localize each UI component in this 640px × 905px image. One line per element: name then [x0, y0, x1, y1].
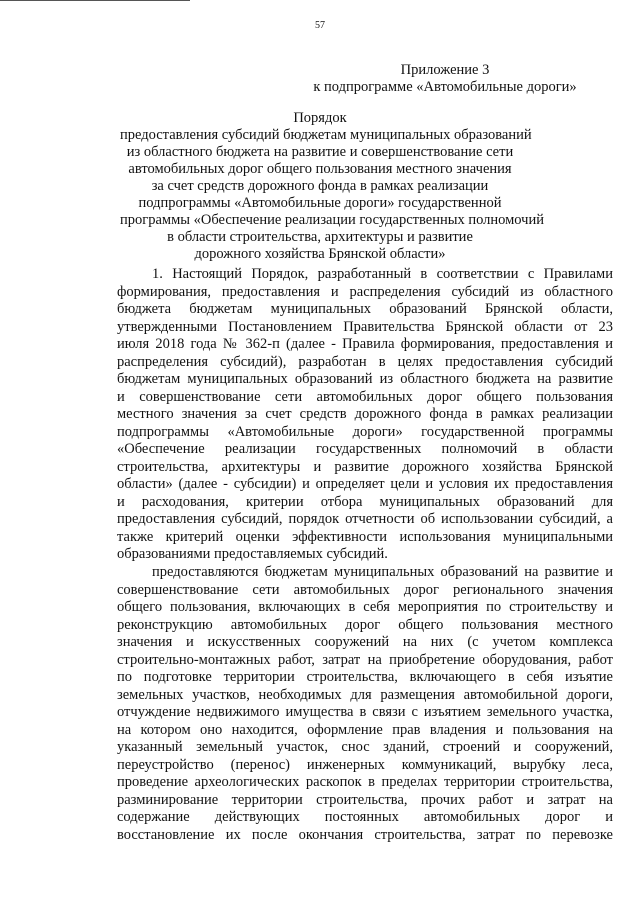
paragraph-line: подпрограммы «Автомобильные дороги» государственной программы: [117, 423, 613, 440]
top-rule: [0, 0, 190, 1]
paragraph-line: указанный земельный участок, снос зданий, строений и сооружений,: [117, 739, 613, 755]
page-number: 57: [315, 20, 325, 31]
title-line: автомобильных дорог общего пользования местного значения: [128, 161, 512, 177]
title-line: из областного бюджета на развитие и совершенствование сети: [126, 144, 514, 160]
title-line: за счет средств дорожного фонда в рамках реализации: [151, 178, 489, 194]
paragraph-line: формирования, предоставления и распределения субсидий из областного: [117, 283, 613, 300]
paragraph-line: строительства, архитектуры и развитие дорожного хозяйства Брянской: [117, 458, 613, 475]
paragraph-2: [117, 564, 613, 844]
paragraph-line: области» (далее - субсидии) и определяет цели и условия их предоставления: [117, 476, 613, 492]
paragraph-line: 1. Настоящий Порядок, разработанный в соответствии с Правилами: [152, 266, 613, 282]
title-line: подпрограммы «Автомобильные дороги» государственной: [138, 195, 502, 211]
paragraph-line: земельных участков, необходимых для размещения автомобильной дороги,: [117, 686, 613, 703]
title-line: дорожного хозяйства Брянской области»: [194, 246, 446, 262]
paragraph-line: бюджета бюджетам муниципальных образований Брянской области,: [117, 301, 613, 317]
paragraph-line: отчуждение недвижимого имущества в связи с изъятием земельного участка,: [117, 704, 613, 720]
paragraph-line: предоставления субсидий, порядок отчетности об использовании субсидий, а: [117, 511, 613, 527]
paragraph-line: общего пользования, включающих в себя мероприятия по строительству и: [117, 599, 613, 615]
paragraph-line: «Обеспечение реализации государственных полномочий в области: [117, 441, 613, 457]
paragraph-line: распределения субсидий), разработан в целях предоставления субсидий: [117, 353, 613, 370]
title-line: предоставления субсидий бюджетам муниципальных образований: [120, 127, 532, 143]
appendix-line-1: Приложение 3: [400, 62, 490, 78]
paragraph-line: также критерий оценки эффективности использования муниципальными: [117, 528, 613, 545]
paragraph-line: значения и искусственных сооружений на них (с учетом комплекса: [117, 634, 613, 650]
paragraph-line: местного значения за счет средств дорожного фонда в рамках реализации: [117, 406, 613, 422]
appendix-line-2: к подпрограмме «Автомобильные дороги»: [313, 79, 577, 95]
paragraph-line: предоставляются бюджетам муниципальных образований на развитие и: [152, 564, 613, 580]
paragraph-line: строительно-монтажных работ, затрат на приобретение оборудования, работ: [117, 651, 613, 668]
paragraph-line: разминирование территории строительства, прочих работ и затрат на: [117, 791, 613, 808]
paragraph-line: восстановление их после окончания строительства, затрат по перевозке: [117, 826, 613, 843]
title-line: Порядок: [293, 110, 347, 126]
paragraph-line: содержание действующих постоянных автомобильных дорог и: [117, 809, 613, 825]
title-line: программы «Обеспечение реализации государственных полномочий: [120, 212, 544, 228]
paragraph-line: совершенствование сети автомобильных дорог регионального значения: [117, 581, 613, 598]
paragraph-line: бюджетам муниципальных образований из областного бюджета на развитие: [117, 371, 613, 387]
paragraph-line: переустройство (перенос) инженерных коммуникаций, вырубку леса,: [117, 756, 613, 773]
paragraph-line: образованиями предоставляемых субсидий.: [117, 546, 388, 562]
paragraph-line: утвержденными Постановлением Правительства Брянской области от 23: [117, 318, 613, 335]
title-line: в области строительства, архитектуры и развитие: [167, 229, 473, 245]
paragraph-line: и совершенствование сети автомобильных дорог общего пользования: [117, 388, 613, 405]
appendix-header: [300, 62, 590, 96]
paragraph-line: реконструкцию автомобильных дорог общего пользования местного: [117, 616, 613, 633]
paragraph-line: по подготовке территории строительства, включающего в себя изъятие: [117, 669, 613, 685]
document-title: [120, 110, 544, 263]
paragraph-1: [117, 266, 613, 564]
paragraph-line: июля 2018 года № 362-п (далее - Правила формирования, предоставления и: [117, 336, 613, 352]
paragraph-line: и расходования, критерии отбора муниципальных образований для: [117, 493, 613, 510]
paragraph-line: проведение археологических раскопок в пределах территории строительства,: [117, 774, 613, 790]
paragraph-line: на котором оно находится, оформление прав владения и пользования на: [117, 721, 613, 738]
